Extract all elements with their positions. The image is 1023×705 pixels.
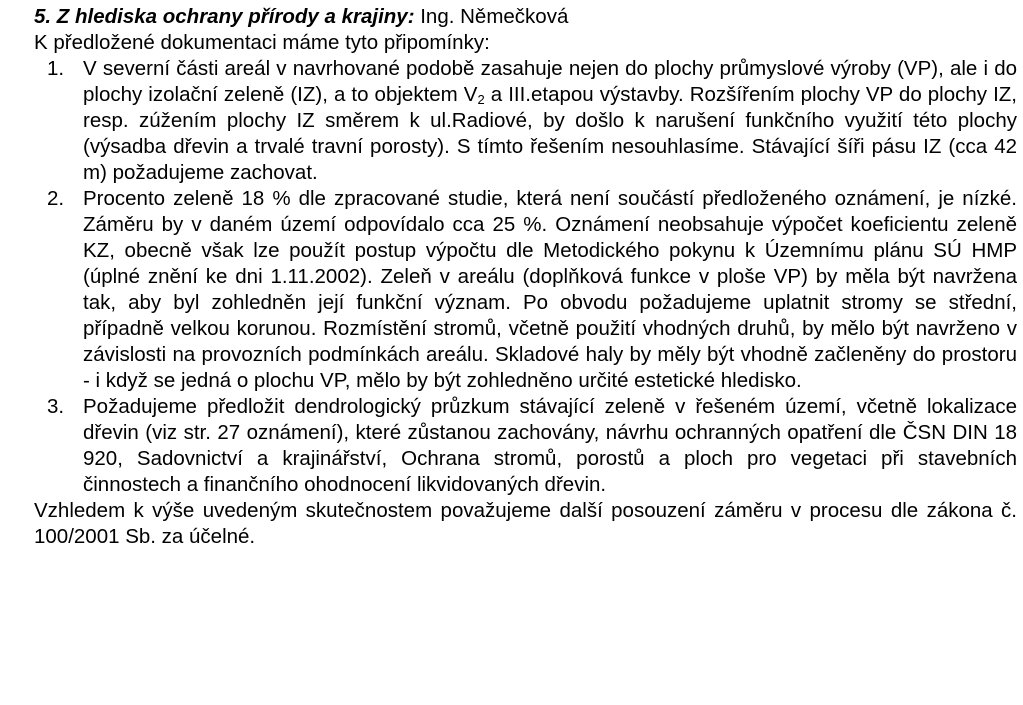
comment-item-1 (34, 56, 1017, 186)
subscript: 2 (477, 92, 485, 107)
comment-text-part-a: V severní části areál v navrhované podobě zasahuje nejen do plochy průmyslové výroby (VP), ale i do plochy izolační zeleně (IZ), a to objektem V (83, 57, 1017, 106)
comment-list (34, 56, 1017, 498)
section-author: Ing. Němečková (414, 5, 569, 28)
comment-number: 3. (47, 395, 65, 418)
comment-number: 1. (47, 57, 65, 80)
comment-text-part-b: a III.etapou výstavby. Rozšířením plochy VP do plochy IZ, resp. zúžením plochy IZ směrem k ul.Radiové, by došlo k narušení funkčního využití této plochy (výsadba dřevin a trvalé travní porosty). S tímto řešením nesouhlasíme. Stávající šíři pásu IZ (cca 42 m) požadujeme zachovat. (83, 83, 1017, 184)
comment-item-3 (34, 394, 1017, 498)
section-heading (34, 4, 1017, 30)
section-title: 5. Z hlediska ochrany přírody a krajiny: (34, 5, 415, 28)
comment-text: Procento zeleně 18 % dle zpracované studie, která není součástí předloženého oznámení, je nízké. Záměru by v daném území odpovídalo cca 25 %. Oznámení neobsahuje výpočet koeficientu zeleně KZ, obecně však lze použít postup výpočtu dle Metodického pokynu k Územnímu plánu SÚ HMP (úplné znění ke dni 1.11.2002). Zeleň v areálu (doplňková funkce v ploše VP) by měla být navržena tak, aby byl zohledněn její funkční význam. Po obvodu požadujeme uplatnit stromy se střední, případně velkou korunou. Rozmístění stromů, včetně použití vhodných druhů, by mělo být navrženo v závislosti na provozních podmínkách areálu. Skladové haly by měly být vhodně začleněny do prostoru - i když se jedná o plochu VP, mělo by být zohledněno určité estetické hledisko. (83, 187, 1017, 392)
comment-item-2 (34, 186, 1017, 394)
conclusion-text: Vzhledem k výše uvedeným skutečnostem považujeme další posouzení záměru v procesu dle zákona č. 100/2001 Sb. za účelné. (34, 499, 1017, 548)
comment-text: Požadujeme předložit dendrologický průzkum stávající zeleně v řešeném území, včetně lokalizace dřevin (viz str. 27 oznámení), které zůstanou zachovány, návrhu ochranných opatření dle ČSN DIN 18 920, Sadovnictví a krajinářství, Ochrana stromů, porostů a ploch pro vegetaci při stavebních činnostech a finančního ohodnocení likvidovaných dřevin. (83, 395, 1017, 496)
intro-text: K předložené dokumentaci máme tyto připomínky: (34, 31, 490, 54)
comment-number: 2. (47, 187, 65, 210)
